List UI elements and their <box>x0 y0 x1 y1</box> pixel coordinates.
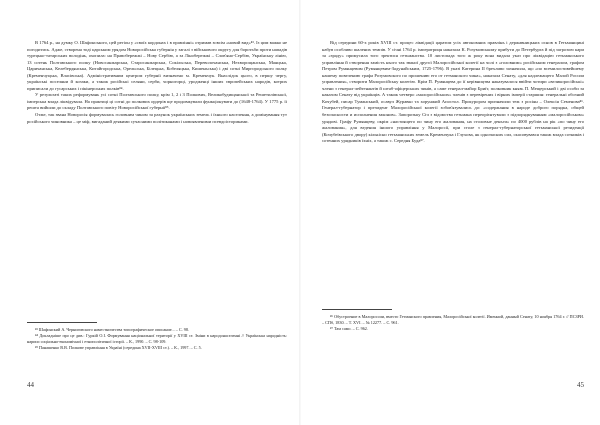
right-paragraph: Від середини 60-х років XVIII ст. процес ліквідації царатом усіх автономних правлінь і державницьких основ в Гетьманщині набув особливо шалених темпів. У січні 1764 р. імператриця наказала К. Розумовському прибути до Петербурга й під загрозою кари за «зраду» примусила того зректися гетьманства. 10 листопада того ж року вона видала указ про ліквідацію гетьманського управління й створення замість нього так званої другої Малоросійської колегії на чолі з «головним» російським генералом, графом Петром Румянцевим (Румянцевим-Задунайським, 1725-1796). В указі Катерина II брехливо зазначила, що «по всемилостивейшему нашему повелению графа Розумовского по прошению его от гетманского чина», наказала Сенату, «для надлежащего Малой России управления», створити Малоросійську колегію. Крім П. Румянцева до її керівництва наказувалося ввійти чотири «великоросійські» члени з генерал-лейтенантів й штаб-офіцерських чинів, а саме генерал-майор Бриїт, полковник князь П. Мещерський і дві особи за наказом Сенату від українців. А також четверо «малоросійських» членів з перевірених і вірних імперії старшин: генеральні обозний Кочубей, писар Туманський, осавул Журавко та хорунжий Апостол. Прокурором призначили теж з росіян – Олексія Семенова⁸⁶. Генерал-губернатор і президент Малоросійської колегії зобов'язувались до: «содержания в народе доброго порядка, общей безопасности и исполнения законов». Запорозьку Січ з відомства гетьмана переорієнтували з підпорядкуванням «малоросійськом» урядові. Графу Румянцеву, окрім «настоящего по чину его жалования, на столовые деньги» по 4000 рублів на рік «по чину его жалования», для ведения іншого управління у Малоросії, при столе з генерал-губернаторської гетьманської резиденції (Кочубеївського двору) кількісно гетьманських земель Кременчука і Глухова, як одночасних сил, скасовувався також влада сотників і сотенних урядників їхніх, а також с. Середня Буда⁸⁷. <box>322 40 584 144</box>
left-body-text <box>27 40 287 125</box>
left-paragraph: В 1764 р., на думку О. Шафонського, цей регіон у «своїх кордонах і в правлінні» отримав зовсім «новий вид»⁸³. Із цим важко не погодитись. Адже, створена тоді царським урядом Новоросійська губернія у загалі з військового округу для боротьби проти нападів турецько-татарських володінь, охопила: на Правобережжі – Нову Сербію, а за Лінобережжі – Слов'яно-Сербію, Українську лінію, 13 сотень Полтавського полку (Новосанжарська, Старосанжарська, Сокільська, Переволочанська, Нехворощанська, Маяцька, Царичанська, Келебердянська, Китайгородська, Орельська, Білецька, Кобеляцька, Кишеньська) і дві сотні Миргородського полку (Кременчуцька, Власівська). Адміністративним центром губернії визначено м. Кременчук. Внаслідок цього, в першу чергу, українські поселяни й козаки, а також російські селяни, серби, чорногорці, уродженці інших європейських народів, котрих приписали до гусарських і пікінерських полків⁸⁴. <box>27 40 287 91</box>
left-paragraph: Отже, так звана Новоросія формувалась головним чином за рахунок українських земель і їхнього населення, а домінування тут російського чиновника – це міф, вигаданий деякими сучасними політиканами і новоявленими псевдоісториками. <box>27 112 287 124</box>
right-page <box>300 0 600 425</box>
footnote-rule <box>322 309 392 310</box>
right-footnotes <box>322 309 584 332</box>
footnote: ⁸⁴ Докладніше про це див.: Гуркій О.І. Формування національної території у XVIII ст. Зміни в народонаселенні // Українська народність: нариси соціально-економічної і етнополітичної історії. – К., 1990. – С. 98-109. <box>27 333 287 345</box>
page-number-right: 45 <box>577 381 584 389</box>
left-paragraph: У результаті таких реформувань усі сотні Полтавського полку, крім 1, 2 і 3 Полкових, Великобудищанської та Решетилівської, імперська влада ліквідувала. На практиці ці сотні до полкових ордерів ще продовжували функціонувати до (1648-1764). У 1775 р. її решта вийшли до складу Полтавського повіту Новоросійської губернії⁸⁵. <box>27 92 287 111</box>
footnote-rule <box>27 322 97 323</box>
page-number-left: 44 <box>27 381 34 389</box>
footnote: ⁸³ Шафонский А. Черниговского наместничества топографическое описание... – С. 98. <box>35 327 190 332</box>
right-body-text <box>322 40 584 145</box>
footnote: ⁸⁵ Панашенко В.В. Полкове управління в Україні (середина XVII-XVIII ст.). – К., 1997. – С. 5. <box>35 345 202 351</box>
left-footnotes <box>27 322 287 351</box>
footnote: ⁸⁷ Там само. – С. 962. <box>330 326 368 332</box>
footnote: ⁸⁶ Обустроение в Малороссии, вместо Гетманского правления, Малоросійської колегії. Именной, данный Сенату, 10 ноября 1764 г. // ПСЗРИ. – СПб, 1830. – Т. XVI. – № 12277. – С. 961. <box>322 314 584 326</box>
